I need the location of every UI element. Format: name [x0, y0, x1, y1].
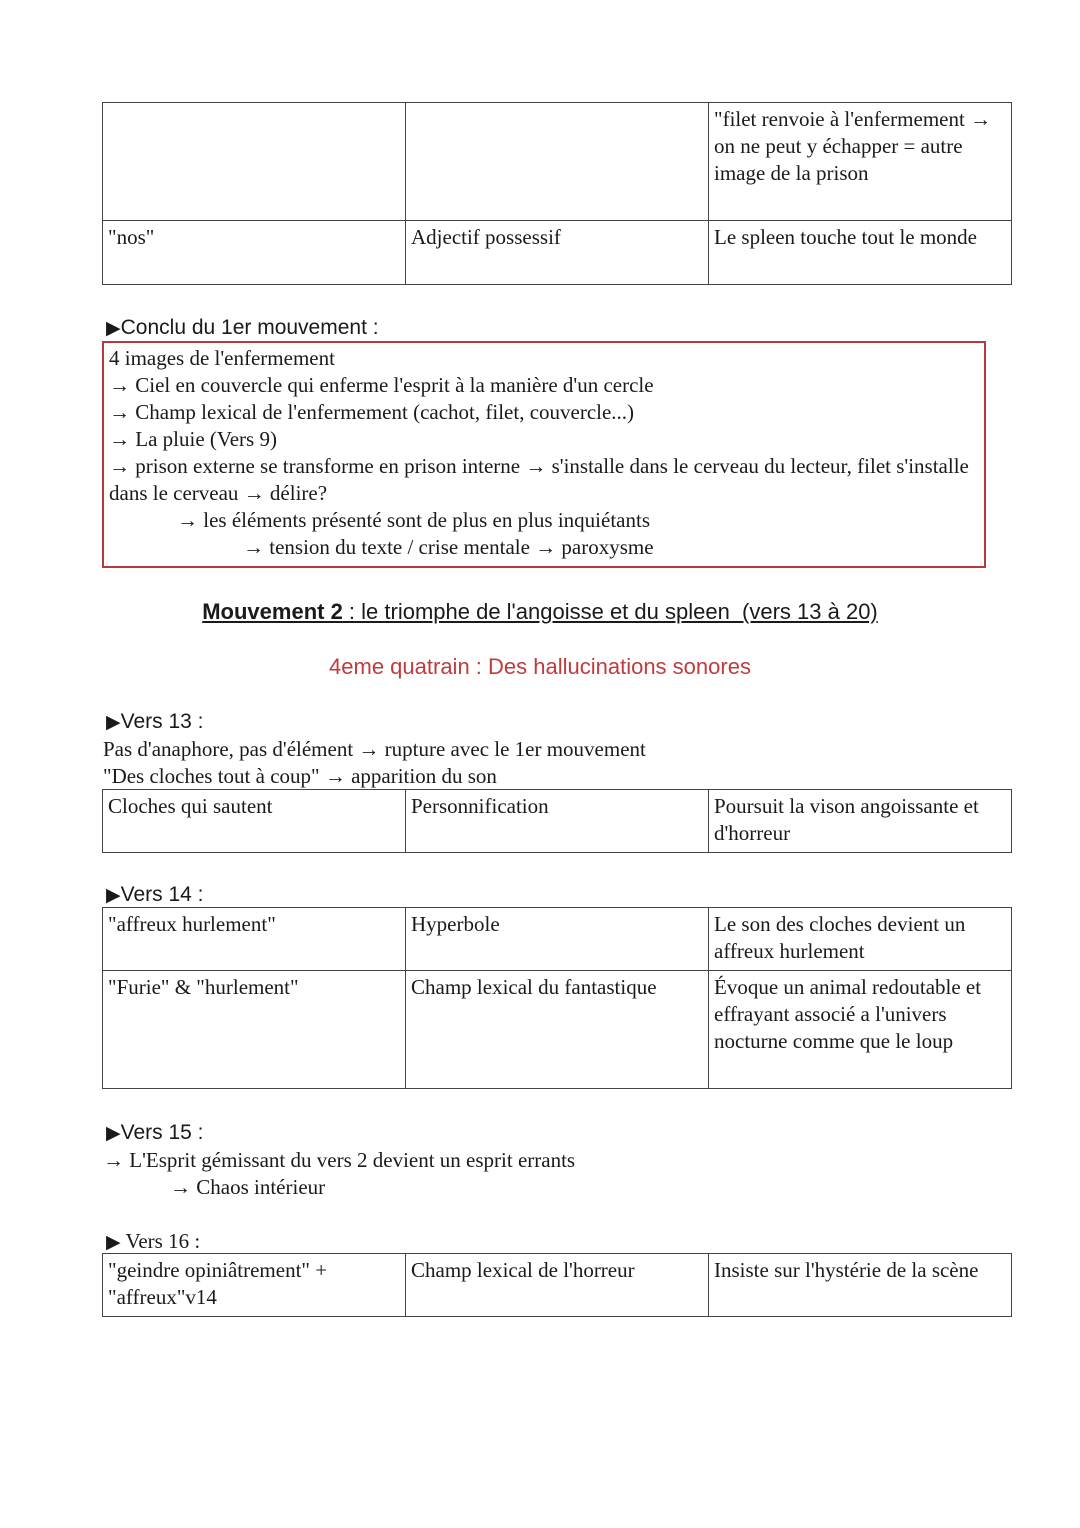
vers13-heading-text: Vers 13 : [120, 710, 204, 733]
vers13-line: "Des cloches tout à coup" → apparition du son [103, 764, 497, 788]
table-cell: Insiste sur l'hystérie de la scène [709, 1254, 1012, 1317]
table-row [103, 103, 1012, 221]
conclusion-line: → prison externe se transforme en prison interne → s'installe dans le cerveau du lecteur, filet s'installe dans le cerveau → délire? [109, 454, 969, 505]
table-row [103, 790, 1012, 853]
vers13-heading [106, 708, 204, 736]
table-cell: Champ lexical du fantastique [406, 971, 709, 1089]
table-cell: "geindre opiniâtrement" + "affreux"v14 [103, 1254, 406, 1317]
table-cell: "nos" [103, 221, 406, 285]
triangle-bullet-icon: ▶ [106, 1123, 121, 1144]
conclusion-heading-text: Conclu du 1er mouvement : [120, 316, 379, 339]
vers13-table [102, 789, 1012, 853]
table-cell: Poursuit la vison angoissante et d'horreur [709, 790, 1012, 853]
table-row [103, 908, 1012, 971]
vers15-line: → L'Esprit gémissant du vers 2 devient un esprit errants [103, 1148, 576, 1172]
vers16-table [102, 1253, 1012, 1317]
triangle-bullet-icon: ▶ [106, 712, 121, 733]
table-cell [406, 103, 709, 221]
conclusion-line: 4 images de l'enfermement [109, 346, 335, 370]
table-cell: "Furie" & "hurlement" [103, 971, 406, 1089]
vers16-heading [106, 1228, 200, 1256]
table-cell: "affreux hurlement" [103, 908, 406, 971]
table-row [103, 221, 1012, 285]
vers14-heading [106, 881, 204, 909]
conclusion-line: → La pluie (Vers 9) [109, 427, 277, 451]
conclusion-box [102, 341, 986, 568]
vers14-table [102, 907, 1012, 1089]
vers13-line: Pas d'anaphore, pas d'élément → rupture avec le 1er mouvement [103, 737, 646, 761]
section-title-label: Mouvement 2 [202, 599, 343, 624]
vers14-heading-text: Vers 14 : [120, 883, 204, 906]
table-cell [103, 103, 406, 221]
conclusion-line: → les éléments présenté sont de plus en plus inquiétants [177, 508, 650, 532]
quatrain-subtitle: 4eme quatrain : Des hallucinations sonores [329, 654, 751, 679]
conclusion-line: → Ciel en couvercle qui enferme l'esprit à la manière d'un cercle [109, 373, 654, 397]
table-cell: Adjectif possessif [406, 221, 709, 285]
section-title [0, 598, 1080, 626]
table-cell: Champ lexical de l'horreur [406, 1254, 709, 1317]
table-cell: Personnification [406, 790, 709, 853]
vers15-line: → Chaos intérieur [170, 1175, 326, 1199]
vers16-heading-text: Vers 16 : [125, 1229, 201, 1253]
conclusion-line: → Champ lexical de l'enfermement (cachot, filet, couvercle...) [109, 400, 635, 424]
table-cell: "filet renvoie à l'enfermement → on ne peut y échapper = autre image de la prison [709, 103, 1012, 221]
vers15-heading [106, 1119, 204, 1147]
triangle-bullet-icon: ▶ [106, 1232, 121, 1253]
table-cell: Évoque un animal redoutable et effrayant associé a l'univers nocturne comme que le loup [709, 971, 1012, 1089]
table-cell: Hyperbole [406, 908, 709, 971]
table-row [103, 1254, 1012, 1317]
vers15-heading-text: Vers 15 : [120, 1121, 204, 1144]
analysis-table-top [102, 102, 1012, 285]
conclusion-line: → tension du texte / crise mentale → paroxysme [243, 535, 654, 559]
triangle-bullet-icon: ▶ [106, 318, 121, 339]
conclusion-heading [106, 314, 379, 342]
table-cell: Le son des cloches devient un affreux hurlement [709, 908, 1012, 971]
section-title-rest: : le triomphe de l'angoisse et du spleen (vers 13 à 20) [342, 599, 878, 624]
table-row [103, 971, 1012, 1089]
table-cell: Cloches qui sautent [103, 790, 406, 853]
table-cell: Le spleen touche tout le monde [709, 221, 1012, 285]
triangle-bullet-icon: ▶ [106, 885, 121, 906]
